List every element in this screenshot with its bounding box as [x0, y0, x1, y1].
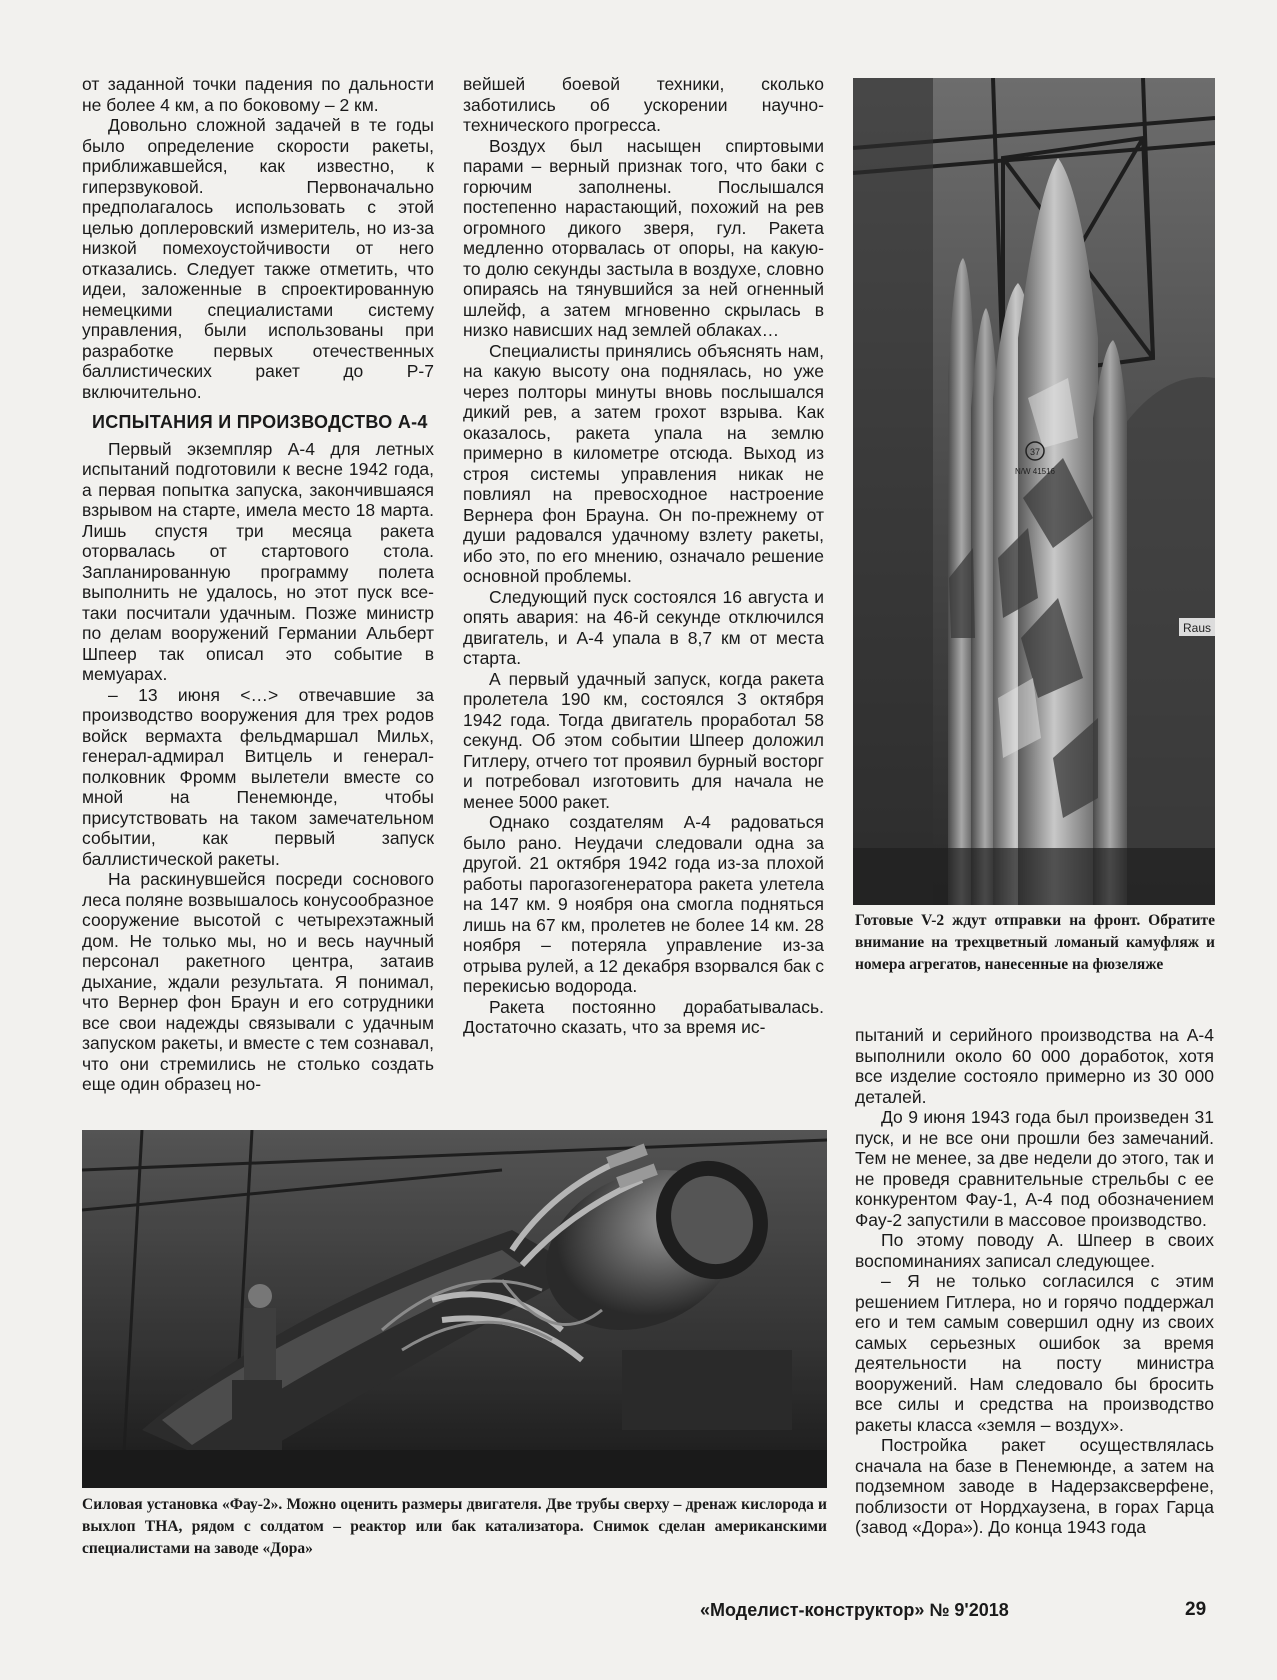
- paragraph: Специалисты принялись объяснять нам, на какую высоту она поднялась, но уже через полторы минуты вновь послышался дикий рев, а затем грохот взрыва. Как оказалось, ракета упала на землю примерно в километре отсюда. Выход из строя системы управления никак не повлиял на превосходное настроение Вернера фон Брауна. Он по-прежнему от души радовался удачному взлету ракеты, ибо это, по его мнению, означало решение основной проблемы.: [463, 340, 824, 586]
- photo-v2-engine: [82, 1130, 827, 1488]
- paragraph: вейшей боевой техники, сколько заботились об ускорении научно-технического прогресса.: [463, 74, 824, 135]
- paragraph: Довольно сложной задачей в те годы было определение скорости ракеты, приближавшейся, как известно, к гиперзвуковой. Первоначально предполагалось использовать с этой целью доплеровский измеритель, но из-за низкой помехоустойчивости от него отказались. Следует также отметить, что идеи, заложенные в спроектированную немецкими специалистами систему управления, были использованы при разработке первых отечественных баллистических ракет до Р-7 включительно.: [82, 115, 434, 402]
- magazine-footer: «Моделист-конструктор» № 9'2018: [700, 1600, 1009, 1620]
- marking-number: 37: [1029, 447, 1041, 457]
- paragraph: Постройка ракет осуществлялась сначала на базе в Пенемюнде, а затем на подземном заводе в Надерзаксверфене, поблизости от Нордхаузена, в горах Гарца (завод «Дора»). До конца 1943 года: [855, 1435, 1214, 1537]
- paragraph: – Я не только согласился с этим решением Гитлера, но и горячо поддержал его и тем самым совершил одну из своих самых серьезных ошибок за время деятельности на посту министра вооружений. Нам следовало бы бросить все силы и средства на производство ракеты класса «земля – воздух».: [855, 1271, 1214, 1435]
- paragraph: от заданной точки падения по дальности не более 4 км, а по боковому – 2 км.: [82, 74, 434, 115]
- paragraph: Следующий пуск состоялся 16 августа и опять авария: на 46-й секунде отключился двигатель, и А-4 упала в 8,7 км от места старта.: [463, 586, 824, 668]
- paragraph: Воздух был насыщен спиртовыми парами – верный признак того, что баки с горючим заполнены. Послышался постепенно нарастающий, похожий на рев огромного дикого зверя, гул. Ракета медленно оторвалась от опоры, на какую-то долю секунды застыла в воздухе, словно опираясь на тянувшийся за ней огненный шлейф, а затем мгновенно скрылась в низко нависших над землей облаках…: [463, 135, 824, 340]
- text-column-2: [463, 74, 824, 1038]
- photo-caption-engine: Силовая установка «Фау-2». Можно оценить размеры двигателя. Две трубы сверху – дренаж кислорода и выхлоп ТНА, рядом с солдатом – реактор или бак катализатора. Снимок сделан американскими специалистами на заводе «Дора»: [82, 1496, 827, 1557]
- paragraph: По этому поводу А. Шпеер в своих воспоминаниях записал следующее.: [855, 1230, 1214, 1271]
- paragraph: – 13 июня <…> отвечавшие за производство вооружения для трех родов войск вермахта фельдмаршал Мильх, генерал-адмирал Витцель и генерал-полковник Фромм вылетели вместе со мной на Пенемюнде, чтобы присутствовать на таком замечательном событии, как первый запуск баллистической ракеты.: [82, 684, 434, 869]
- paragraph: Первый экземпляр А-4 для летных испытаний подготовили к весне 1942 года, а первая попытка запуска, закончившаяся взрывом на старте, имела место 18 марта. Лишь спустя три месяца ракета оторвалась от стартового стола. Запланированную программу полета выполнить не удалось, но этот пуск все-таки посчитали удачным. Позже министр по делам вооружений Германии Альберт Шпеер так описал это событие в мемуарах.: [82, 438, 434, 684]
- marking-serial: N/W 41516: [1014, 467, 1056, 476]
- paragraph: Однако создателям А-4 радоваться было рано. Неудачи следовали одна за другой. 21 октября 1942 года из-за плохой работы парогазогенератора ракета улетела на 147 км. 9 ноября она смогла подняться лишь на 67 км, пролетев не более 14 км. 28 ноября – потеряла управление из-за отрыва рулей, а 12 декабря взорвался бак с перекисью водорода.: [463, 812, 824, 996]
- paragraph: Ракета постоянно дорабатывалась. Достаточно сказать, что за время ис-: [463, 996, 824, 1037]
- photo-caption-rockets: Готовые V-2 ждут отправки на фронт. Обратите внимание на трехцветный ломаный камуфляж и номера агрегатов, нанесенные на фюзеляже: [855, 912, 1215, 973]
- page-number: 29: [1185, 1599, 1207, 1620]
- paragraph: А первый удачный запуск, когда ракета пролетела 190 км, состоялся 3 октября 1942 года. Тогда двигатель проработал 58 секунд. Об этом событии Шпеер доложил Гитлеру, отчего тот проявил бурный восторг и потребовал изготовить для начала не менее 5000 ракет.: [463, 668, 824, 812]
- paragraph: До 9 июня 1943 года был произведен 31 пуск, и не все они прошли без замечаний. Тем не менее, за две недели до этого, так и не проведя сравнительные стрельбы с ее конкурентом Фау-1, А-4 под обозначением Фау-2 запустили в массовое производство.: [855, 1107, 1214, 1230]
- paragraph: пытаний и серийного производства на А-4 выполнили около 60 000 доработок, хотя все изделие состояло примерно из 30 000 деталей.: [855, 1025, 1214, 1107]
- photo-v2-rockets: [853, 78, 1215, 905]
- paragraph: На раскинувшейся посреди соснового леса поляне возвышалось конусообразное сооружение высотой с четырехэтажный дом. Не только мы, но и весь научный персонал ракетного центра, затаив дыхание, ждали результата. Я понимал, что Вернер фон Браун и его сотрудники все свои надежды связывали с удачным запуском ракеты, и вместе с тем сознавал, что они стремились не столько создать еще один образец но-: [82, 869, 434, 1094]
- text-column-3: [855, 1025, 1214, 1538]
- text-column-1: [82, 74, 434, 1095]
- section-heading: ИСПЫТАНИЯ И ПРОИЗВОДСТВО А-4: [92, 412, 428, 432]
- wall-sign-text: Raus: [1183, 621, 1212, 635]
